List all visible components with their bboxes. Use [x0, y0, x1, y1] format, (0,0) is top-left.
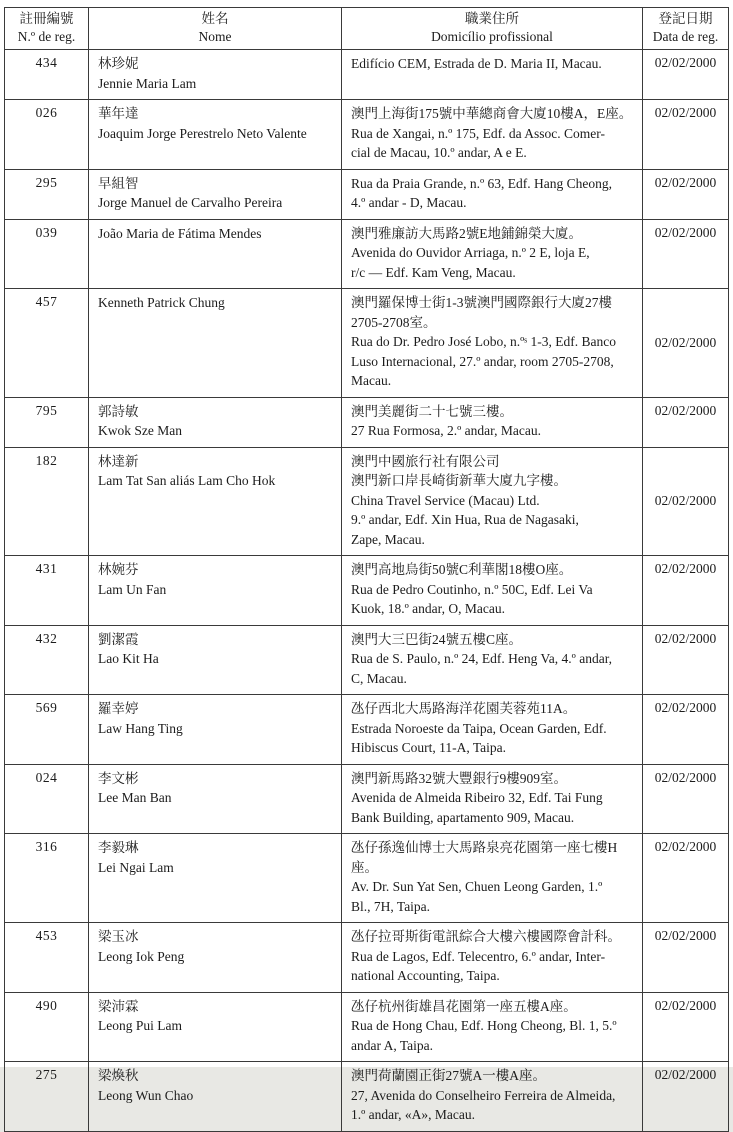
header-reg-date-zh: 登記日期 — [658, 11, 713, 26]
name-cell — [89, 695, 342, 765]
name-cell — [89, 289, 342, 398]
name-line: 華年達 — [98, 106, 139, 121]
address-cell — [342, 219, 643, 289]
name-line: Leong Iok Peng — [98, 948, 185, 964]
table-row — [5, 992, 729, 1062]
address-line: 澳門荷蘭園正街27號A一樓A座。 — [351, 1068, 546, 1083]
address-cell — [342, 50, 643, 100]
name-line: Lee Man Ban — [98, 790, 172, 805]
reg-number: 432 — [5, 625, 89, 695]
address-line: Hibiscus Court, 11-A, Taipa. — [351, 740, 507, 755]
address-cell — [342, 556, 643, 626]
name-cell — [89, 50, 342, 100]
reg-number: 795 — [5, 397, 89, 447]
table-row — [5, 219, 729, 289]
address-cell — [342, 992, 643, 1062]
address-line: Luso Internacional, 27.º andar, room 2705-2708, — [351, 353, 614, 369]
table-row — [5, 923, 729, 993]
address-line: 1.º andar, «A», Macau. — [351, 1107, 475, 1122]
address-line: Rua de Pedro Coutinho, n.º 50C, Edf. Lei Va — [351, 581, 593, 597]
address-line: Rua de S. Paulo, n.º 24, Edf. Heng Va, 4.º andar, — [351, 651, 613, 666]
address-line: 27, Avenida do Conselheiro Ferreira de Almeida, — [351, 1087, 616, 1103]
table-row — [5, 1062, 729, 1132]
reg-date: 02/02/2000 — [643, 397, 729, 447]
reg-number: 039 — [5, 219, 89, 289]
address-line: 澳門大三巴街24號五樓C座。 — [351, 631, 523, 647]
name-line: 李毅琳 — [98, 840, 139, 855]
header-reg-date — [643, 8, 729, 50]
table-row — [5, 100, 729, 170]
name-line: Joaquim Jorge Perestrelo Neto Valente — [98, 125, 307, 141]
address-line: 澳門新馬路32號大豐銀行9樓909室。 — [351, 770, 567, 786]
address-line: Rua da Praia Grande, n.º 63, Edf. Hang Cheong, — [351, 175, 612, 191]
table-row — [5, 289, 729, 398]
reg-number: 431 — [5, 556, 89, 626]
address-line: Estrada Noroeste da Taipa, Ocean Garden, Edf. — [351, 720, 607, 736]
table-row — [5, 695, 729, 765]
table-row — [5, 764, 729, 834]
name-line: Lam Un Fan — [98, 581, 167, 597]
address-line: Rua de Hong Chau, Edf. Hong Cheong, Bl. 1, 5.º — [351, 1018, 617, 1033]
address-line: 氹仔孫逸仙博士大馬路泉亮花園第一座七樓H座。 — [351, 840, 618, 875]
reg-date: 02/02/2000 — [643, 556, 729, 626]
address-line: Bank Building, apartamento 909, Macau. — [351, 809, 575, 825]
reg-number: 490 — [5, 992, 89, 1062]
address-line: Kuok, 18.º andar, O, Macau. — [351, 601, 505, 616]
reg-date: 02/02/2000 — [643, 764, 729, 834]
address-line: 9.º andar, Edf. Xin Hua, Rua de Nagasaki, — [351, 512, 579, 527]
name-cell — [89, 764, 342, 834]
reg-date: 02/02/2000 — [643, 50, 729, 100]
address-cell — [342, 447, 643, 556]
address-line: C, Macau. — [351, 670, 407, 686]
reg-number: 182 — [5, 447, 89, 556]
header-reg-number — [5, 8, 89, 50]
table-row — [5, 50, 729, 100]
address-line: Avenida do Ouvidor Arriaga, n.º 2 E, loja E, — [351, 245, 590, 260]
address-line: Avenida de Almeida Ribeiro 32, Edf. Tai Fung — [351, 790, 603, 805]
name-line: 劉潔霞 — [98, 631, 139, 647]
name-cell — [89, 447, 342, 556]
name-line: Lao Kit Ha — [98, 651, 159, 666]
address-line: 氹仔杭州街雄昌花園第一座五樓A座。 — [351, 998, 577, 1014]
address-line: Macau. — [351, 373, 392, 388]
reg-number: 275 — [5, 1062, 89, 1132]
address-line: 澳門新口岸長崎街新華大廈九字樓。 — [351, 473, 567, 488]
table-body — [5, 50, 729, 1132]
reg-number: 457 — [5, 289, 89, 398]
table-header — [5, 8, 729, 50]
name-cell — [89, 397, 342, 447]
address-line: Edifício CEM, Estrada de D. Maria II, Macau. — [351, 56, 602, 71]
table-row — [5, 169, 729, 219]
reg-date: 02/02/2000 — [643, 1062, 729, 1132]
name-line: 郭詩敏 — [98, 403, 139, 419]
header-address-zh: 職業住所 — [465, 11, 519, 26]
header-name — [89, 8, 342, 50]
reg-number: 569 — [5, 695, 89, 765]
address-line: r/c — Edf. Kam Veng, Macau. — [351, 264, 516, 280]
address-line: 澳門雅廉訪大馬路2號E地鋪錦榮大廈。 — [351, 225, 582, 241]
reg-number: 434 — [5, 50, 89, 100]
address-line: Rua do Dr. Pedro José Lobo, n.ºˢ 1-3, Edf. Banco — [351, 334, 617, 349]
table-row — [5, 834, 729, 923]
reg-number: 316 — [5, 834, 89, 923]
address-line: Rua de Xangai, n.º 175, Edf. da Assoc. Comer- — [351, 125, 605, 141]
reg-date: 02/02/2000 — [643, 695, 729, 765]
name-line: Jennie Maria Lam — [98, 75, 197, 91]
reg-number: 026 — [5, 100, 89, 170]
reg-date: 02/02/2000 — [643, 992, 729, 1062]
address-cell — [342, 169, 643, 219]
header-reg-date-pt: Data de reg. — [652, 29, 719, 44]
address-line: 4.º andar - D, Macau. — [351, 195, 467, 210]
address-line: 澳門中國旅行社有限公司 — [351, 453, 500, 469]
table-row — [5, 397, 729, 447]
address-line: Zape, Macau. — [351, 531, 425, 547]
address-cell — [342, 1062, 643, 1132]
address-line: 澳門羅保博士街1-3號澳門國際銀行大廈27樓 — [351, 295, 612, 310]
name-cell — [89, 923, 342, 993]
reg-date: 02/02/2000 — [643, 169, 729, 219]
name-line: Jorge Manuel de Carvalho Pereira — [98, 195, 283, 210]
address-line: Bl., 7H, Taipa. — [351, 898, 431, 914]
header-reg-number-zh: 註冊編號 — [19, 11, 74, 26]
reg-number: 024 — [5, 764, 89, 834]
name-line: 梁煥秋 — [98, 1068, 139, 1083]
reg-number: 453 — [5, 923, 89, 993]
name-line: 梁玉冰 — [98, 929, 139, 944]
name-cell — [89, 556, 342, 626]
address-line: Av. Dr. Sun Yat Sen, Chuen Leong Garden, 1.º — [351, 879, 603, 894]
reg-number: 295 — [5, 169, 89, 219]
registry-table — [4, 7, 729, 1132]
address-line: Rua de Lagos, Edf. Telecentro, 6.º andar, Inter- — [351, 948, 606, 964]
name-cell — [89, 219, 342, 289]
address-line: national Accounting, Taipa. — [351, 968, 500, 983]
name-line: Lam Tat San aliás Lam Cho Hok — [98, 473, 276, 488]
name-line: Leong Wun Chao — [98, 1087, 194, 1103]
reg-date: 02/02/2000 — [643, 923, 729, 993]
address-cell — [342, 695, 643, 765]
header-reg-number-pt: N.º de reg. — [17, 29, 76, 44]
header-name-pt: Nome — [198, 29, 232, 44]
name-line: Kenneth Patrick Chung — [98, 295, 225, 310]
address-line: cial de Macau, 10.º andar, A e E. — [351, 145, 527, 160]
address-line: 27 Rua Formosa, 2.º andar, Macau. — [351, 423, 541, 438]
address-line: 2705-2708室。 — [351, 314, 437, 330]
name-cell — [89, 834, 342, 923]
reg-date: 02/02/2000 — [643, 219, 729, 289]
address-cell — [342, 625, 643, 695]
table-row — [5, 447, 729, 556]
address-cell — [342, 397, 643, 447]
address-line: 氹仔拉哥斯街電訊綜合大樓六樓國際會計科。 — [351, 929, 621, 944]
address-cell — [342, 764, 643, 834]
address-cell — [342, 100, 643, 170]
name-cell — [89, 625, 342, 695]
name-cell — [89, 992, 342, 1062]
header-name-zh: 姓名 — [201, 11, 229, 26]
address-line: 澳門上海街175號中華總商會大廈10樓A，E座。 — [351, 106, 633, 121]
reg-date: 02/02/2000 — [643, 289, 729, 398]
name-line: 林婉芬 — [98, 562, 139, 577]
name-line: 羅幸婷 — [98, 701, 139, 716]
address-line: 澳門高地烏街50號C利華閣18樓O座。 — [351, 562, 573, 577]
name-cell — [89, 169, 342, 219]
table-row — [5, 556, 729, 626]
address-line: 氹仔西北大馬路海洋花園芙蓉苑11A。 — [351, 701, 577, 716]
header-address-pt: Domicílio profissional — [431, 29, 553, 44]
reg-date: 02/02/2000 — [643, 625, 729, 695]
name-line: Leong Pui Lam — [98, 1018, 182, 1033]
table-row — [5, 625, 729, 695]
reg-date: 02/02/2000 — [643, 447, 729, 556]
name-line: 林珍妮 — [98, 56, 139, 71]
address-line: andar A, Taipa. — [351, 1037, 434, 1053]
header-row — [5, 8, 729, 50]
address-cell — [342, 834, 643, 923]
header-address — [342, 8, 643, 50]
name-cell — [89, 100, 342, 170]
name-line: Lei Ngai Lam — [98, 859, 174, 875]
name-line: Law Hang Ting — [98, 720, 183, 736]
name-line: 梁沛霖 — [98, 998, 139, 1014]
address-cell — [342, 923, 643, 993]
reg-date: 02/02/2000 — [643, 834, 729, 923]
name-line: Kwok Sze Man — [98, 423, 182, 438]
name-line: 林達新 — [98, 453, 139, 469]
address-cell — [342, 289, 643, 398]
name-line: João Maria de Fátima Mendes — [98, 225, 262, 241]
address-line: China Travel Service (Macau) Ltd. — [351, 492, 540, 508]
name-cell — [89, 1062, 342, 1132]
name-line: 早組智 — [98, 175, 139, 191]
name-line: 李文彬 — [98, 770, 139, 786]
address-line: 澳門美麗街二十七號三樓。 — [351, 403, 513, 419]
reg-date: 02/02/2000 — [643, 100, 729, 170]
